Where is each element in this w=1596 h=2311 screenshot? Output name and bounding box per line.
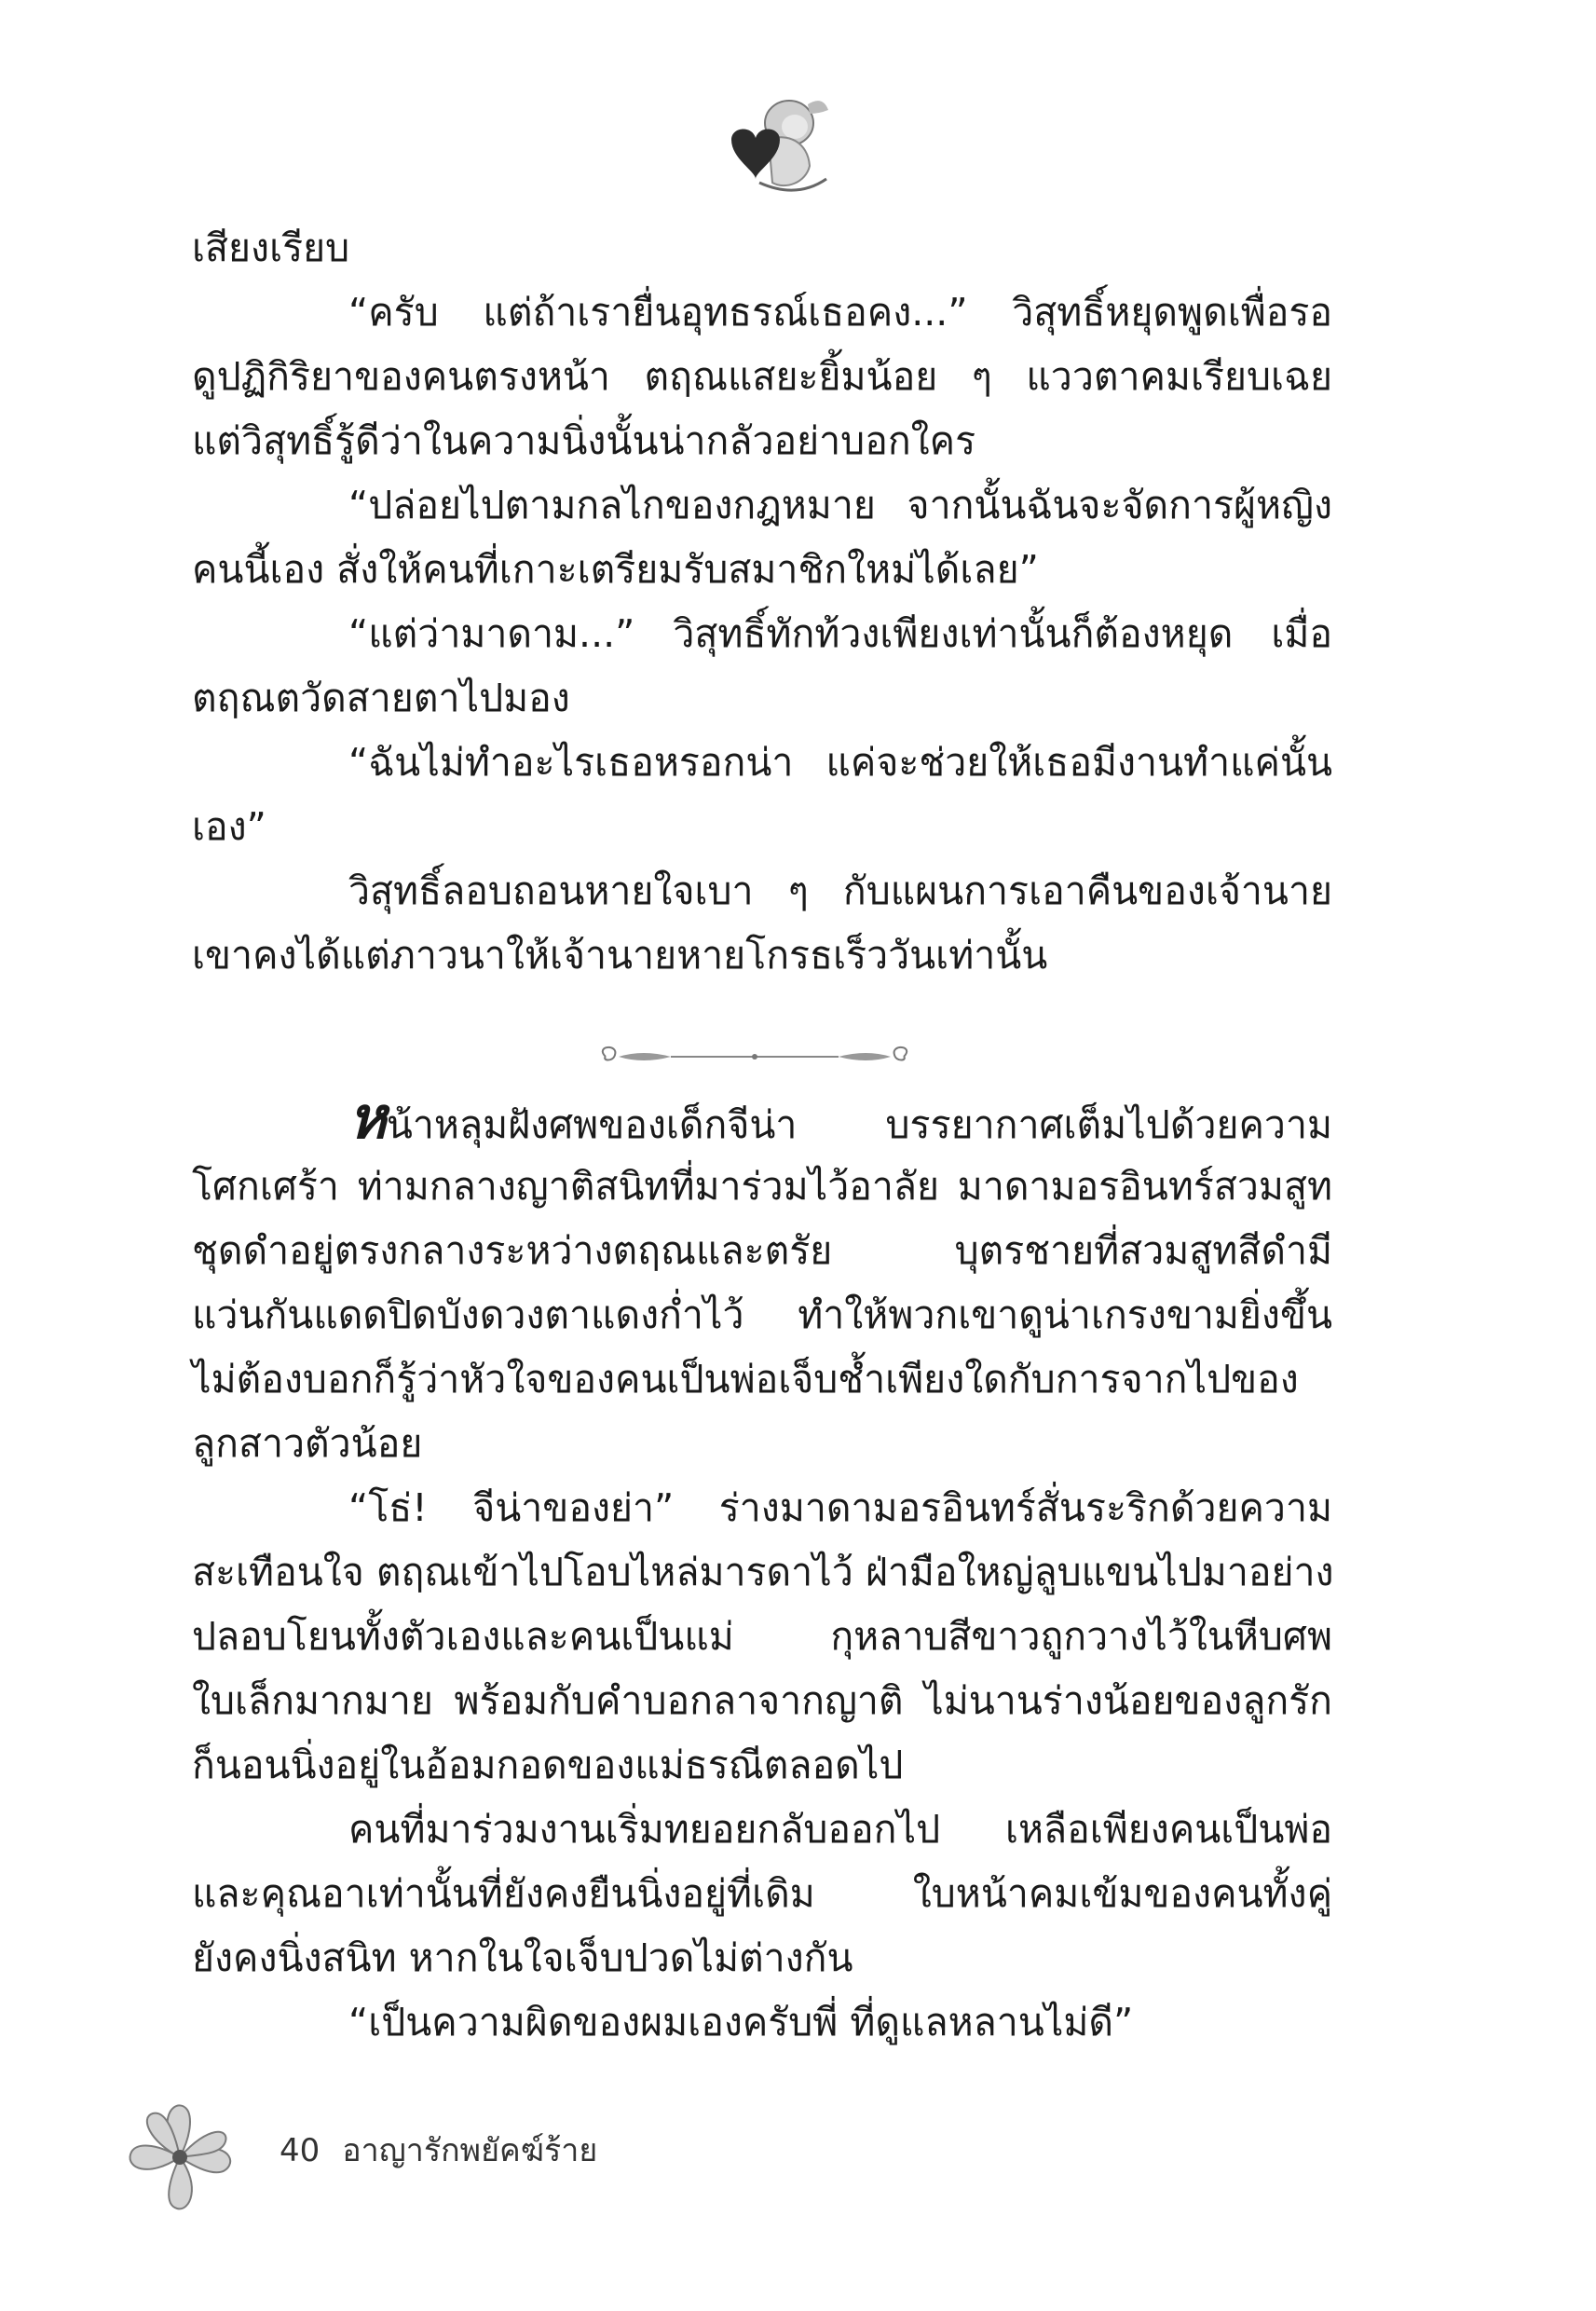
book-title: อาญารักพยัคฆ์ร้าย [342, 2132, 598, 2169]
text-line: คนนี้เอง สั่งให้คนที่เกาะเตรียมรับสมาชิกใหม่ได้เลย” [192, 547, 1039, 592]
text-line: “ครับ แต่ถ้าเรายื่นอุทธรณ์เธอคง...” วิสุทธิ์หยุดพูดเพื่อรอ [348, 290, 1332, 335]
text-line: ก็นอนนิ่งอยู่ในอ้อมกอดของแม่ธรณีตลอดไป [192, 1743, 904, 1787]
text-line: “ปล่อยไปตามกลไกของกฎหมาย จากนั้นฉันจะจัดการผู้หญิง [348, 483, 1332, 527]
text-line: คนที่มาร่วมงานเริ่มทยอยกลับออกไป เหลือเพียงคนเป็นพ่อ [348, 1807, 1332, 1852]
text-line: ลูกสาวตัวน้อย [192, 1421, 423, 1466]
ornamental-divider [587, 1038, 922, 1075]
drop-cap: ห [348, 1084, 387, 1152]
text-line: เขาคงได้แต่ภาวนาให้เจ้านายหายโกรธเร็ววันเท่านั้น [192, 933, 1048, 978]
text-line: เอง” [192, 804, 266, 849]
text-line: ปลอบโยนทั้งตัวเองและคนเป็นแม่ กุหลาบสีขาวถูกวางไว้ในหีบศพ [192, 1614, 1332, 1659]
text-block-bottom [192, 1084, 1334, 2055]
lily-flower-icon [119, 2097, 240, 2218]
text-line: เสียงเรียบ [192, 226, 350, 270]
text-line: วิสุทธิ์ลอบถอนหายใจเบา ๆ กับแผนการเอาคืนของเจ้านาย [348, 868, 1332, 913]
text-line: “ฉันไม่ทำอะไรเธอหรอกน่า แค่จะช่วยให้เธอมีงานทำแค่นั้น [348, 740, 1332, 785]
text-line: ชุดดำอยู่ตรงกลางระหว่างตฤณและตรัย บุตรชายที่สวมสูทสีดำมี [192, 1228, 1332, 1273]
text-line: ไม่ต้องบอกก็รู้ว่าหัวใจของคนเป็นพ่อเจ็บช้ำเพียงใดกับการจากไปของ [192, 1357, 1299, 1402]
text-line: สะเทือนใจ ตฤณเข้าไปโอบไหล่มารดาไว้ ฝ่ามือใหญ่ลูบแขนไปมาอย่าง [192, 1550, 1334, 1594]
text-line: แว่นกันแดดปิดบังดวงตาแดงก่ำไว้ ทำให้พวกเขาดูน่าเกรงขามยิ่งขึ้น [192, 1292, 1332, 1337]
text-line: แต่วิสุทธิ์รู้ดีว่าในความนิ่งนั้นน่ากลัวอย่าบอกใคร [192, 418, 976, 463]
text-line: ใบเล็กมากมาย พร้อมกับคำบอกลาจากญาติ ไม่นานร่างน้อยของลูกรัก [192, 1678, 1332, 1723]
text-line: โศกเศร้า ท่ามกลางญาติสนิทที่มาร่วมไว้อาลัย มาดามอรอินทร์สวมสูท [192, 1164, 1332, 1209]
text-line: “แต่ว่ามาดาม...” วิสุทธิ์ทักท้วงเพียงเท่านั้นก็ต้องหยุด เมื่อ [348, 611, 1332, 656]
text-line: “โธ่! จีน่าของย่า” ร่างมาดามอรอินทร์สั่นระริกด้วยความ [348, 1485, 1332, 1530]
page-footer [280, 2125, 597, 2175]
text-line: ยังคงนิ่งสนิท หากในใจเจ็บปวดไม่ต่างกัน [192, 1935, 853, 1980]
text-line: “เป็นความผิดของผมเองครับพี่ ที่ดูแลหลานไม่ดี” [348, 2000, 1134, 2044]
text-line: และคุณอาเท่านั้นที่ยังคงยืนนิ่งอยู่ที่เดิม ใบหน้าคมเข้มของคนทั้งคู่ [192, 1871, 1332, 1916]
text-line: ตฤณตวัดสายตาไปมอง [192, 676, 570, 720]
text-line: น้าหลุมฝังศพของเด็กจีน่า บรรยากาศเต็มไปด้วยความ [386, 1102, 1332, 1147]
page-number: 40 [280, 2132, 321, 2169]
text-line: ดูปฏิกิริยาของคนตรงหน้า ตฤณแสยะยิ้มน้อย ๆ แววตาคมเรียบเฉย [192, 354, 1332, 399]
first-line [192, 1084, 1332, 1155]
text-block-top [192, 216, 1332, 988]
cupid-heart-icon [703, 86, 834, 199]
